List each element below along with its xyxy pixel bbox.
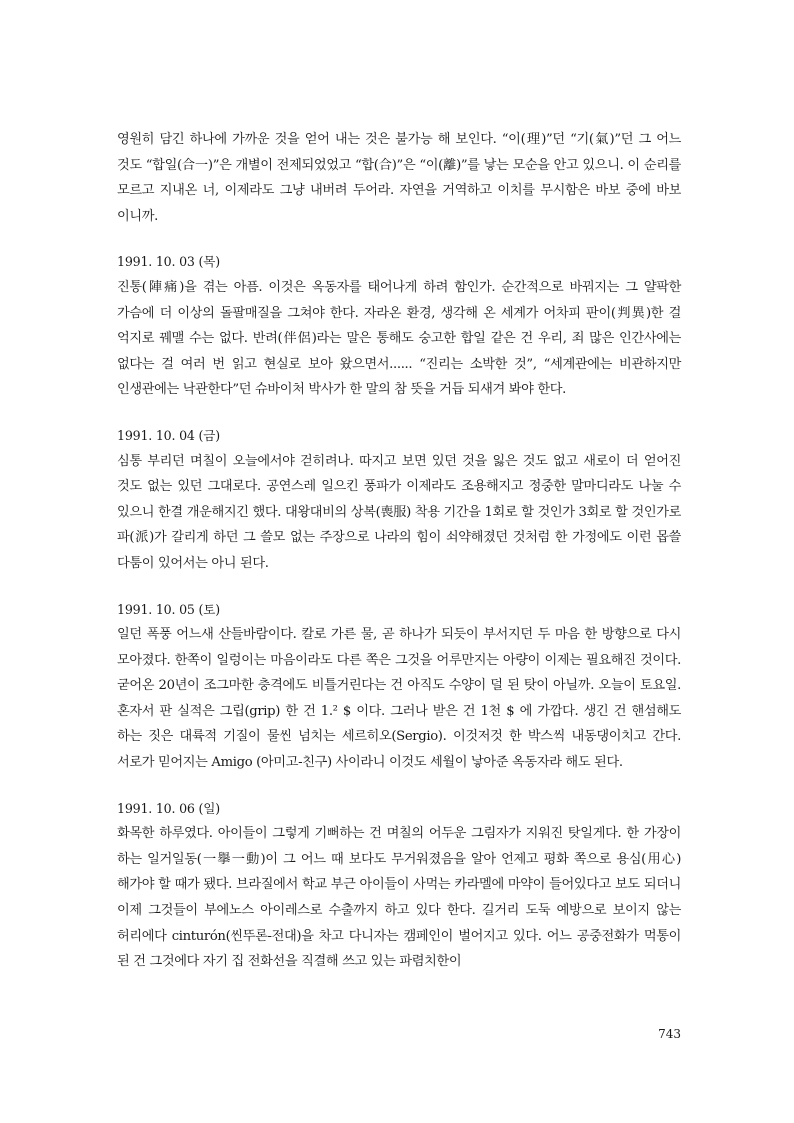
entry-text: 화목한 하루였다. 아이들이 그렇게 기뻐하는 건 며칠의 어두운 그림자가 지워진 탓일게다. 한 가장이 하는 일거일동(一擧一動)이 그 어느 때 보다도 무거워졌음을 알아 언제고 평화 쪽으로 용심(用心)해가야 할 때가 됐다. 브라질에서 학교 부근 아이들이 사먹는 카라멜에 마약이 들어있다고 보도 되더니 이제 그것들이 부에노스 아이레스로 수출까지 하고 있다 한다. 길거리 도둑 예방으로 보이지 않는 허리에다 cinturón(씬뚜론-전대)을 차고 다니자는 캠페인이 벌어지고 있다. 어느 공중전화가 먹통이 된 건 그것에다 자기 집 전화선을 직결해 쓰고 있는 파렴치한이 xyxy=(117,826,681,970)
entry-text: 심통 부리던 며칠이 오늘에서야 걷히려나. 따지고 보면 있던 것을 잃은 것도 없고 새로이 더 얻어진 것도 없는 있던 그대로다. 공연스레 일으킨 풍파가 이제라도 조용해지고 정중한 말마디라도 나눌 수 있으니 한결 개운해지긴 했다. 대왕대비의 상복(喪服) 착용 기간을 1회로 할 것인가 3회로 할 것인가로 파(派)가 갈리게 하던 그 쓸모 없는 주장으로 나라의 힘이 쇠약해졌던 것처럼 한 가정에도 이런 몹쓸 다툼이 있어서는 아니 된다. xyxy=(117,453,681,571)
entry-date: 1991. 10. 04 (금) xyxy=(117,427,220,443)
diary-entry-1991-10-04 xyxy=(117,423,681,577)
entry-date: 1991. 10. 06 (일) xyxy=(117,800,220,816)
entry-date: 1991. 10. 03 (목) xyxy=(117,254,220,270)
diary-entry-1991-10-05 xyxy=(117,597,681,776)
diary-entry-1991-10-06 xyxy=(117,796,681,975)
entry-text: 일던 폭풍 어느새 산들바람이다. 칼로 가른 물, 곧 하나가 되듯이 부서지던 두 마음 한 방향으로 다시 모아졌다. 한쪽이 일렁이는 마음이라도 다른 쪽은 그것을 어루만지는 아량이 이제는 필요해진 것이다. 굳어온 20년이 조그마한 충격에도 비틀거린다는 건 아직도 수양이 덜 된 탓이 아닐까. 오늘이 토요일. 혼자서 판 실적은 그립(grip) 한 건 1.² $ 이다. 그러나 받은 건 1천 $ 에 가깝다. 생긴 건 핸섬해도 하는 짓은 대륙적 기질이 물씬 넘치는 세르히오(Sergio). 이것저것 한 박스씩 내동댕이치고 간다. 서로가 믿어지는 Amigo (아미고-친구) 사이라니 이것도 세월이 낳아준 옥동자라 해도 된다. xyxy=(117,627,681,771)
entry-text: 진통(陣痛)을 겪는 아픔. 이것은 옥동자를 태어나게 하려 함인가. 순간적으로 바꿔지는 그 얄팍한 가슴에 더 이상의 돌팔매질을 그쳐야 한다. 자라온 환경, 생각해 온 세계가 어차피 판이(判異)한 걸 억지로 꿰맬 수는 없다. 반려(伴侶)라는 말은 통해도 숭고한 합일 같은 건 우리, 죄 많은 인간사에는 없다는 걸 여러 번 읽고 현실로 보아 왔으면서...... “진리는 소박한 것”, “세계관에는 비관하지만 인생관에는 낙관한다”던 슈바이처 박사가 한 말의 참 뜻을 거듭 되새겨 봐야 한다. xyxy=(117,279,681,398)
page-number: 743 xyxy=(658,1027,681,1041)
entry-date: 1991. 10. 05 (토) xyxy=(117,601,220,617)
diary-entry-1991-10-03 xyxy=(117,249,681,403)
text-column xyxy=(117,127,681,975)
intro-paragraph: 영원히 담긴 하나에 가까운 것을 얻어 내는 것은 불가능 해 보인다. “이(理)”던 “기(氣)”던 그 어느 것도 “합일(合一)”은 개별이 전제되었었고 “합(合)”은 “이(離)”를 낳는 모순을 안고 있으니. 이 순리를 모르고 지내온 너, 이제라도 그냥 내버려 두어라. 자연을 거역하고 이치를 무시함은 바보 중에 바보 이니까. xyxy=(117,132,681,224)
